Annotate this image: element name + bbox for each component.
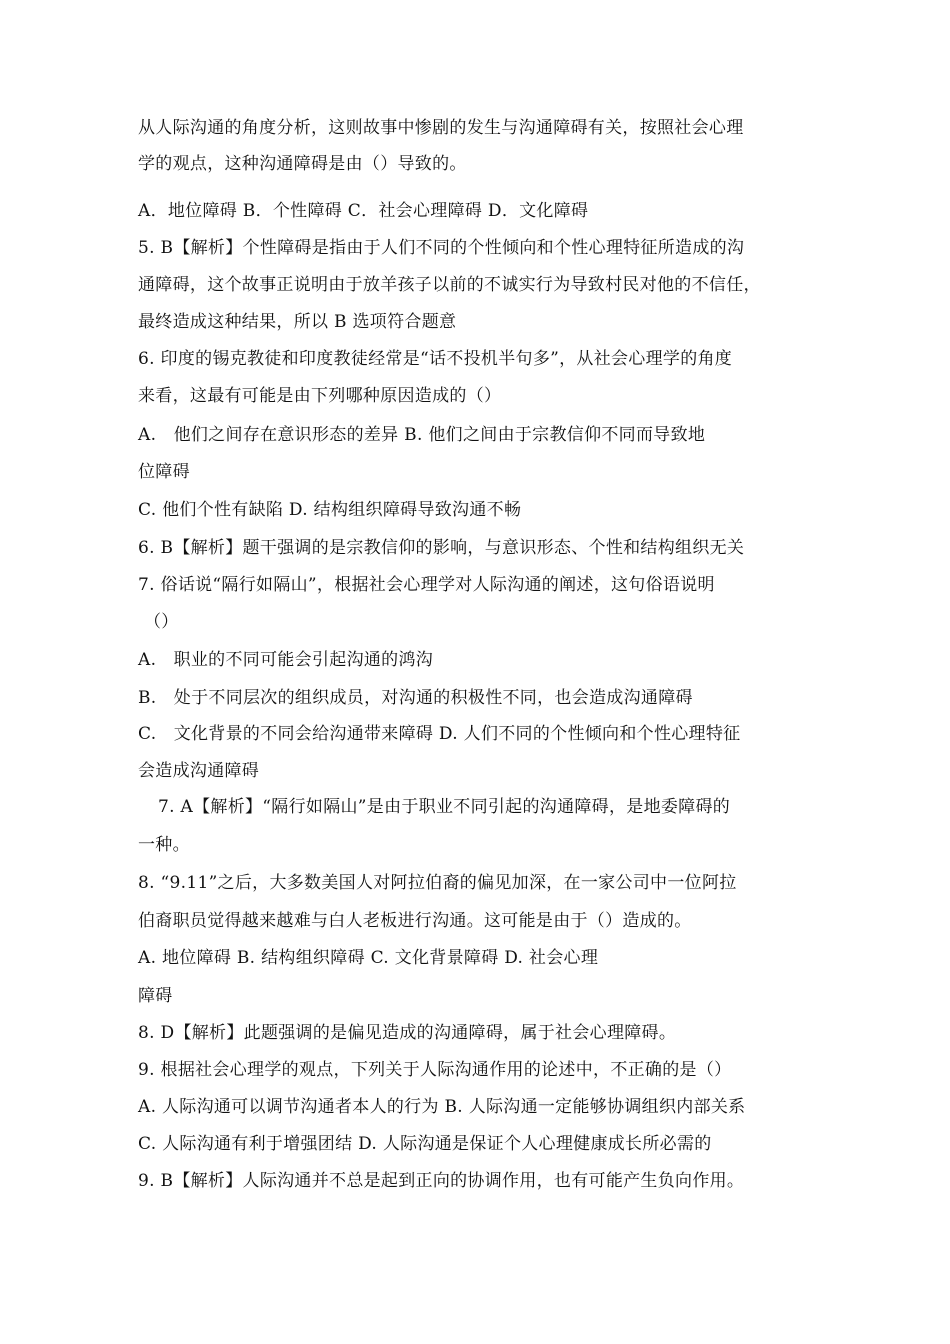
answer-line: 最终造成这种结果，所以 B 选项符合题意 <box>138 312 457 332</box>
option-line: A. 职业的不同可能会引起沟通的鸿沟 <box>138 650 434 670</box>
option-line: B. 处于不同层次的组织成员，对沟通的积极性不同，也会造成沟通障碍 <box>138 688 693 708</box>
option-line: A. 地位障碍 B. 结构组织障碍 C. 文化背景障碍 D. 社会心理 <box>138 948 599 968</box>
answer-line: 5. B【解析】个性障碍是指由于人们不同的个性倾向和个性心理特征所造成的沟 <box>138 238 745 258</box>
option-line: 位障碍 <box>138 462 190 482</box>
answer-line: 6. B【解析】题干强调的是宗教信仰的影响，与意识形态、个性和结构组织无关 <box>138 538 745 558</box>
question-line: （） <box>144 612 179 632</box>
option-line: 障碍 <box>138 986 173 1006</box>
question-line: 伯裔职员觉得越来越难与白人老板进行沟通。这可能是由于（）造成的。 <box>138 911 692 931</box>
answer-line: 一种。 <box>138 835 190 855</box>
answer-line: 7. A【解析】“隔行如隔山”是由于职业不同引起的沟通障碍，是地委障碍的 <box>158 797 731 817</box>
question-line: 6. 印度的锡克教徒和印度教徒经常是“话不投机半句多”，从社会心理学的角度 <box>138 349 733 369</box>
question-line: 来看，这最有可能是由下列哪种原因造成的（） <box>138 386 502 406</box>
paragraph-line: 从人际沟通的角度分析，这则故事中惨剧的发生与沟通障碍有关，按照社会心理 <box>138 118 744 138</box>
question-line: 7. 俗话说“隔行如隔山”，根据社会心理学对人际沟通的阐述，这句俗语说明 <box>138 575 715 595</box>
option-line: A. 他们之间存在意识形态的差异 B. 他们之间由于宗教信仰不同而导致地 <box>138 425 706 445</box>
answer-line: 9. B【解析】人际沟通并不总是起到正向的协调作用，也有可能产生负向作用。 <box>138 1171 745 1191</box>
option-line: A. 人际沟通可以调节沟通者本人的行为 B. 人际沟通一定能够协调组织内部关系 <box>138 1097 746 1117</box>
option-line: C. 文化背景的不同会给沟通带来障碍 D. 人们不同的个性倾向和个性心理特征 <box>138 724 741 744</box>
question-line: 8. “9.11”之后，大多数美国人对阿拉伯裔的偏见加深，在一家公司中一位阿拉 <box>138 873 737 893</box>
option-line: 会造成沟通障碍 <box>138 761 260 781</box>
answer-line: 通障碍，这个故事正说明由于放羊孩子以前的不诚实行为导致村民对他的不信任， <box>138 275 761 295</box>
answer-line: 8. D【解析】此题强调的是偏见造成的沟通障碍，属于社会心理障碍。 <box>138 1023 677 1043</box>
option-line: C. 人际沟通有利于增强团结 D. 人际沟通是保证个人心理健康成长所必需的 <box>138 1134 712 1154</box>
option-line: A．地位障碍 B．个性障碍 C．社会心理障碍 D．文化障碍 <box>138 201 589 221</box>
option-line: C. 他们个性有缺陷 D. 结构组织障碍导致沟通不畅 <box>138 500 522 520</box>
paragraph-line: 学的观点，这种沟通障碍是由（）导致的。 <box>138 154 467 174</box>
question-line: 9. 根据社会心理学的观点，下列关于人际沟通作用的论述中，不正确的是（） <box>138 1060 732 1080</box>
